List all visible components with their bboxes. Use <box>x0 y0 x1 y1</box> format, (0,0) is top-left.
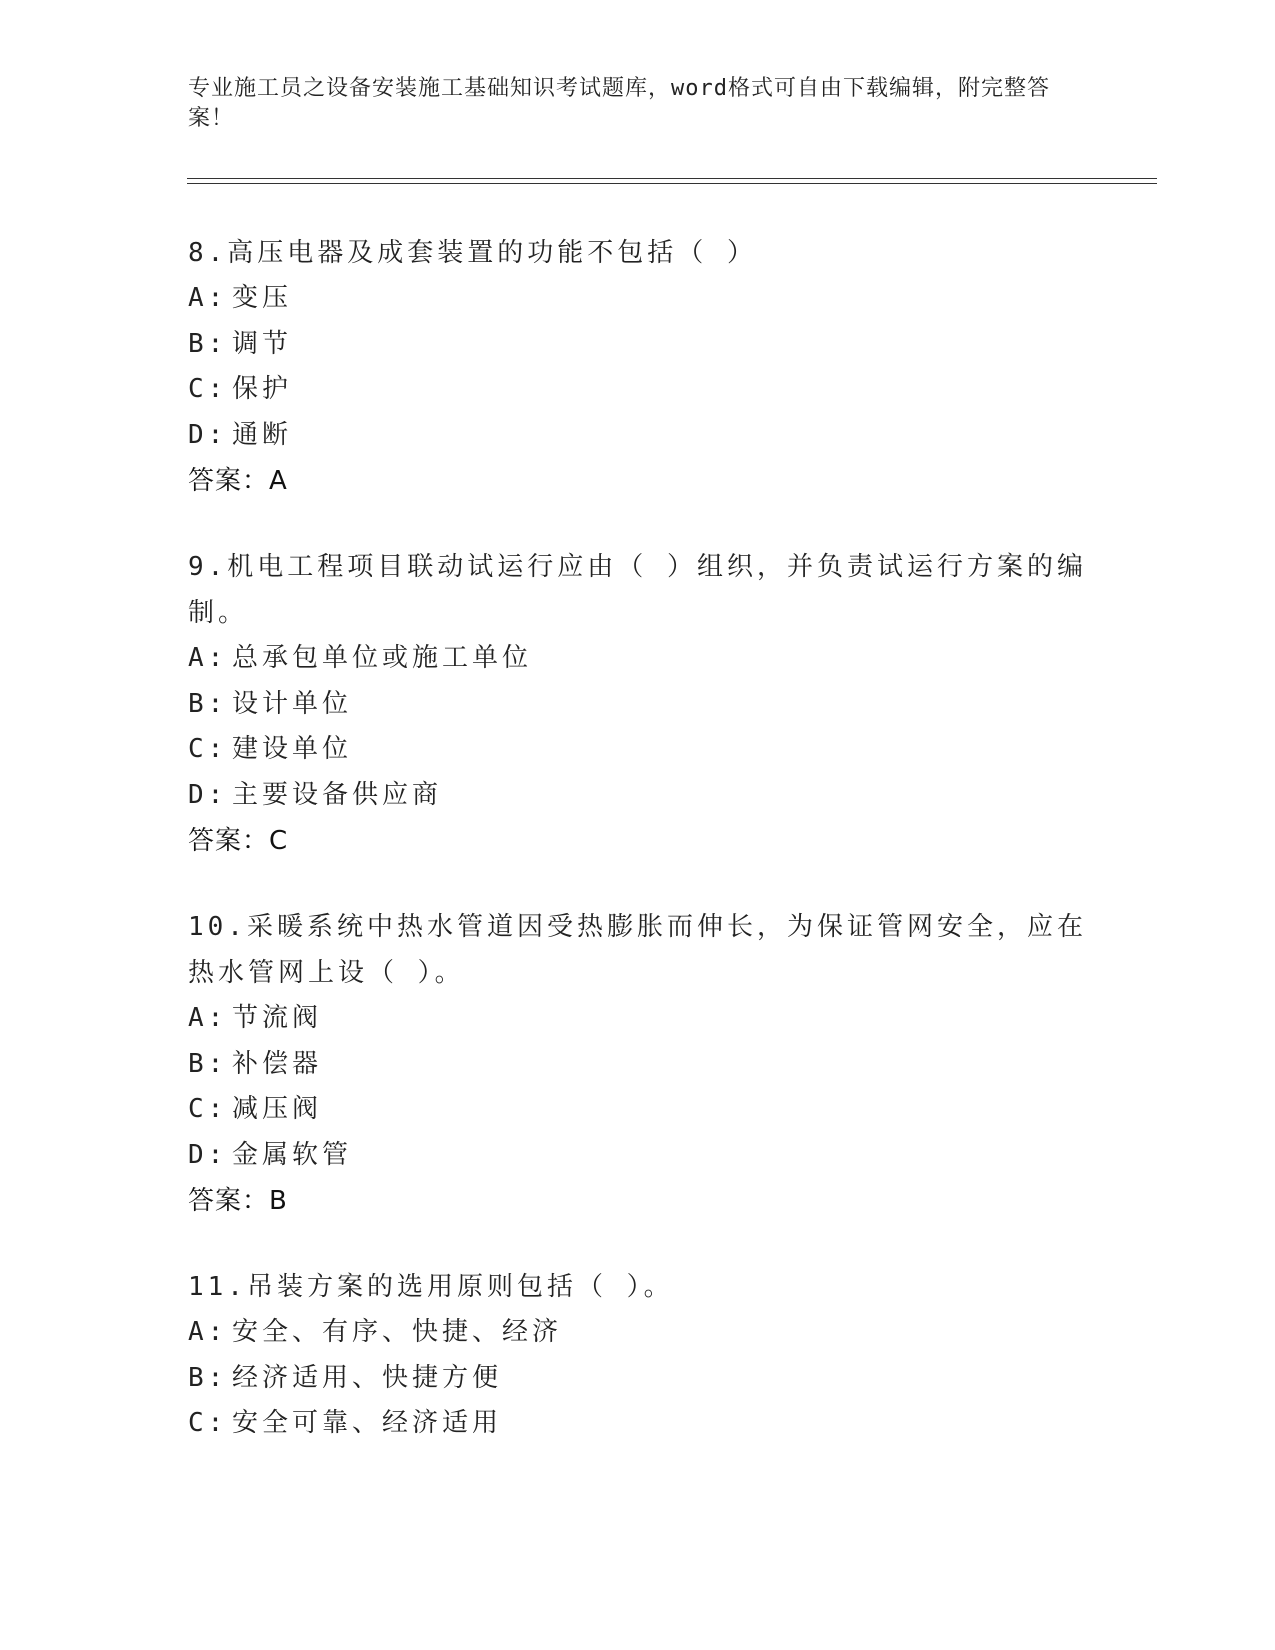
question-stem: 9.机电工程项目联动试运行应由（ ）组织，并负责试运行方案的编制。 <box>188 552 1087 628</box>
option-c <box>188 1087 1088 1133</box>
option-a <box>188 636 1088 682</box>
option-key: D: <box>188 779 228 810</box>
option-key: B: <box>188 688 228 719</box>
header-divider-top <box>187 178 1157 179</box>
option-text: 保护 <box>232 374 293 404</box>
option-key: D: <box>188 1139 228 1170</box>
option-b <box>188 1356 1088 1402</box>
option-c <box>188 727 1088 773</box>
question-stem: 11.吊装方案的选用原则包括（ ）。 <box>188 1272 674 1302</box>
answer: 答案：B <box>188 1186 288 1216</box>
option-text: 补偿器 <box>232 1048 323 1079</box>
option-key: D: <box>188 419 228 450</box>
option-c <box>188 367 1088 413</box>
option-text: 设计单位 <box>232 688 353 719</box>
option-text: 安全可靠、经济适用 <box>232 1408 503 1438</box>
option-key: B: <box>188 328 228 359</box>
option-text: 调节 <box>232 328 293 359</box>
option-d <box>188 773 1088 819</box>
answer: 答案：A <box>188 466 288 496</box>
question-9 <box>188 544 1088 864</box>
question-stem: 8.高压电器及成套装置的功能不包括（ ） <box>188 238 757 268</box>
option-text: 变压 <box>232 283 293 313</box>
option-key: C: <box>188 374 228 404</box>
option-key: C: <box>188 1094 228 1124</box>
question-11 <box>188 1264 1088 1447</box>
option-key: C: <box>188 734 228 764</box>
option-text: 主要设备供应商 <box>232 779 443 810</box>
header-divider-bottom <box>187 183 1157 184</box>
option-text: 减压阀 <box>232 1094 323 1124</box>
document-header: 专业施工员之设备安装施工基础知识考试题库，word格式可自由下载编辑，附完整答案！ <box>188 76 1050 131</box>
option-b <box>188 322 1088 368</box>
option-a <box>188 276 1088 322</box>
option-text: 安全、有序、快捷、经济 <box>232 1317 563 1347</box>
option-d <box>188 413 1088 459</box>
option-text: 金属软管 <box>232 1139 353 1170</box>
option-text: 通断 <box>232 419 293 450</box>
answer: 答案：C <box>188 826 289 856</box>
option-key: A: <box>188 643 228 673</box>
option-key: A: <box>188 1003 228 1033</box>
option-key: C: <box>188 1408 228 1438</box>
question-list <box>188 230 1088 1487</box>
option-key: B: <box>188 1362 228 1393</box>
question-stem: 10.采暖系统中热水管道因受热膨胀而伸长，为保证管网安全，应在热水管网上设（ ）。 <box>188 912 1087 988</box>
option-b <box>188 1042 1088 1088</box>
option-a <box>188 996 1088 1042</box>
option-key: A: <box>188 1317 228 1347</box>
option-text: 总承包单位或施工单位 <box>232 643 533 673</box>
option-b <box>188 682 1088 728</box>
option-d <box>188 1133 1088 1179</box>
option-key: A: <box>188 283 228 313</box>
option-text: 节流阀 <box>232 1003 323 1033</box>
option-text: 建设单位 <box>232 734 353 764</box>
question-8 <box>188 230 1088 504</box>
option-a <box>188 1310 1088 1356</box>
question-10 <box>188 904 1088 1224</box>
option-c <box>188 1401 1088 1447</box>
option-key: B: <box>188 1048 228 1079</box>
option-text: 经济适用、快捷方便 <box>232 1362 503 1393</box>
